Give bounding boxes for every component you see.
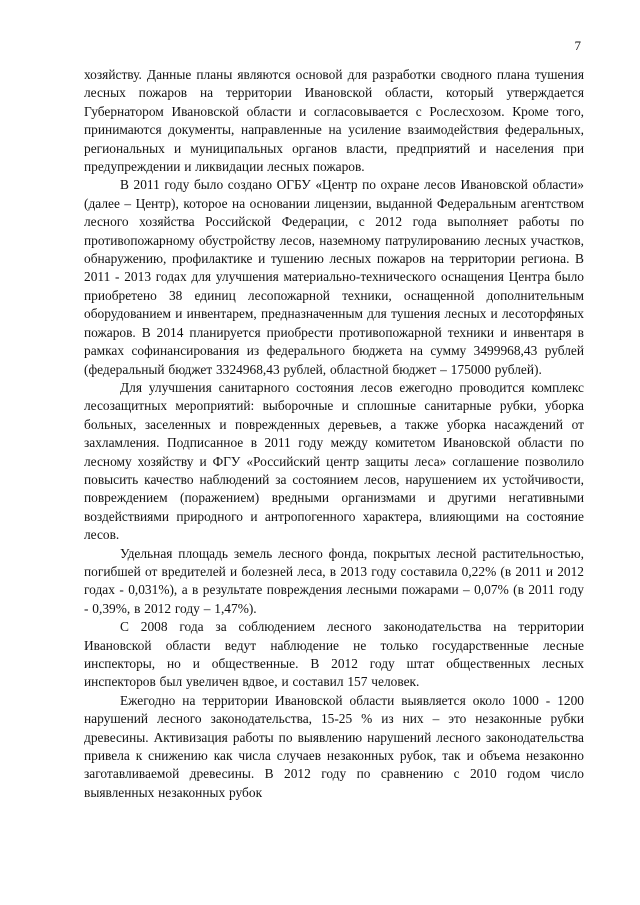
body-text bbox=[84, 66, 584, 802]
paragraph-sanitary-state: Для улучшения санитарного состояния лесов ежегодно проводится комплекс лесозащитных мероприятий: выборочные и сплошные санитарные рубки, уборка больных, заселенных и поврежденных деревьев, а также уборка насаждений от захламления. Подписанное в 2011 году между комитетом Ивановской области по лесному хозяйству и ФГУ «Российский центр защиты леса» соглашение позволило повысить качество наблюдений за состоянием лесов, нарушением их устойчивости, повреждением (поражением) вредными организмами и другими негативными воздействиями природного и антропогенного характера, влияющими на состояние лесов. bbox=[84, 379, 584, 543]
paragraph-fire-protection-center: В 2011 году было создано ОГБУ «Центр по охране лесов Ивановской области» (далее – Центр), которое на основании лицензии, выданной Федеральным агентством лесного хозяйства Российской Федерации, с 2012 года выполняет работы по противопожарному обустройству лесов, наземному патрулированию лесных участков, обнаружению, профилактике и тушению лесных пожаров на территории региона. В 2011 - 2013 годах для улучшения материально-технического оснащения Центра было приобретено 38 единиц лесопожарной техники, оснащенной дополнительным оборудованием и инвентарем, предназначенным для тушения лесных и лесоторфяных пожаров. В 2014 планируется приобрести противопожарной техники и инвентаря в рамках софинансирования из федерального бюджета на сумму 3499968,43 рублей (федеральный бюджет 3324968,43 рублей, областной бюджет – 175000 рублей). bbox=[84, 177, 584, 377]
page-number: 7 bbox=[574, 38, 581, 53]
paragraph-public-inspectors: С 2008 года за соблюдением лесного законодательства на территории Ивановской области ведут наблюдение не только государственные лесные инспекторы, но и общественные. В 2012 году штат общественных лесных инспекторов был увеличен вдвое, и составил 157 человек. bbox=[84, 619, 584, 690]
paragraph-specific-area: Удельная площадь земель лесного фонда, покрытых лесной растительностью, погибшей от вредителей и болезней леса, в 2013 году составила 0,22% (в 2011 и 2012 годах - 0,031%), а в результате повреждения лесными пожарами – 0,07% (в 2011 году - 0,39%, в 2012 году – 1,47%). bbox=[84, 545, 584, 616]
paragraph-forest-fire-plans: хозяйству. Данные планы являются основой для разработки сводного плана тушения лесных пожаров на территории Ивановской области, который утверждается Губернатором Ивановской области и согласовывается с Рослесхозом. Кроме того, принимаются документы, направленные на усиление взаимодействия федеральных, региональных и муниципальных органов власти, предприятий и населения при предупреждении и ликвидации лесных пожаров. bbox=[84, 67, 584, 175]
paragraph-violations: Ежегодно на территории Ивановской области выявляется около 1000 - 1200 нарушений лесного законодательства, 15-25 % из них – это незаконные рубки древесины. Активизация работы по выявлению нарушений лесного законодательства привела к снижению как числа случаев незаконных рубок, так и объема незаконно заготавливаемой древесины. В 2012 году по сравнению с 2010 годом число выявленных незаконных рубок bbox=[84, 692, 584, 800]
